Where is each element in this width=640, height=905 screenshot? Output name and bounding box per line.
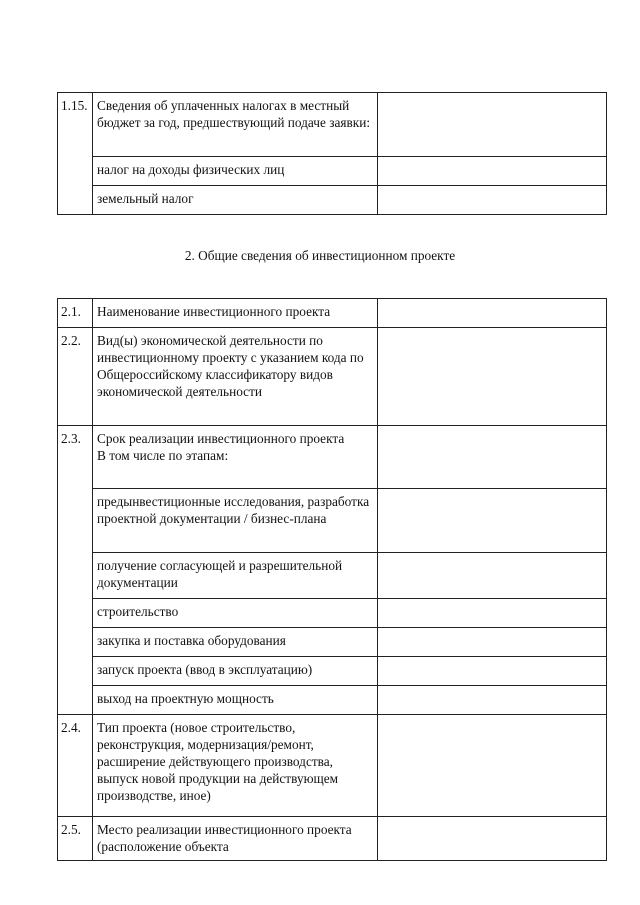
row-label-line: В том числе по этапам: [97, 448, 229, 463]
table-row [58, 157, 607, 186]
stage-label: строительство [93, 599, 378, 628]
row-value-cell[interactable] [378, 817, 607, 861]
table-row [58, 599, 607, 628]
row-value-cell[interactable] [378, 553, 607, 599]
row-label: Вид(ы) экономической деятельности по инвестиционному проекту с указанием кода по Общероссийскому классификатору видов экономической деятельности [93, 328, 378, 426]
row-label: Тип проекта (новое строительство, реконструкция, модернизация/ремонт, расширение действующего производства, выпуск новой продукции на действующем производстве, иное) [93, 715, 378, 817]
row-number: 2.5. [58, 817, 93, 861]
row-label: Место реализации инвестиционного проекта (расположение объекта [93, 817, 378, 861]
row-value-cell[interactable] [378, 489, 607, 553]
table-row [58, 93, 607, 157]
table-row [58, 186, 607, 215]
row-number: 2.1. [58, 299, 93, 328]
stage-label: предынвестиционные исследования, разработка проектной документации / бизнес-плана [93, 489, 378, 553]
table-row [58, 553, 607, 599]
section-heading: 2. Общие сведения об инвестиционном проекте [184, 248, 456, 263]
table-row [58, 715, 607, 817]
row-value-cell[interactable] [378, 186, 607, 215]
table-row [58, 328, 607, 426]
table-row [58, 686, 607, 715]
row-number: 1.15. [58, 93, 93, 215]
table-row [58, 817, 607, 861]
tax-info-table [57, 92, 607, 215]
row-value-cell[interactable] [378, 657, 607, 686]
row-value-cell[interactable] [378, 328, 607, 426]
row-value-cell[interactable] [378, 93, 607, 157]
table-row [58, 489, 607, 553]
row-value-cell[interactable] [378, 157, 607, 186]
row-label-line: Срок реализации инвестиционного проекта [97, 431, 345, 446]
row-value-cell[interactable] [378, 628, 607, 657]
stage-label: запуск проекта (ввод в эксплуатацию) [93, 657, 378, 686]
row-label: Наименование инвестиционного проекта [93, 299, 378, 328]
table-row [58, 657, 607, 686]
project-info-table [57, 298, 607, 861]
row-number: 2.4. [58, 715, 93, 817]
row-value-cell[interactable] [378, 599, 607, 628]
row-value-cell[interactable] [378, 686, 607, 715]
row-label: налог на доходы физических лиц [93, 157, 378, 186]
row-value-cell[interactable] [378, 715, 607, 817]
table-row [58, 628, 607, 657]
row-number: 2.2. [58, 328, 93, 426]
stage-label: получение согласующей и разрешительной документации [93, 553, 378, 599]
row-number: 2.3. [58, 426, 93, 715]
table-row [58, 299, 607, 328]
stage-label: закупка и поставка оборудования [93, 628, 378, 657]
row-value-cell[interactable] [378, 299, 607, 328]
row-label: Сведения об уплаченных налогах в местный бюджет за год, предшествующий подаче заявки: [93, 93, 378, 157]
row-label: земельный налог [93, 186, 378, 215]
stage-label: выход на проектную мощность [93, 686, 378, 715]
row-value-cell[interactable] [378, 426, 607, 489]
row-label [93, 426, 378, 489]
table-row [58, 426, 607, 489]
